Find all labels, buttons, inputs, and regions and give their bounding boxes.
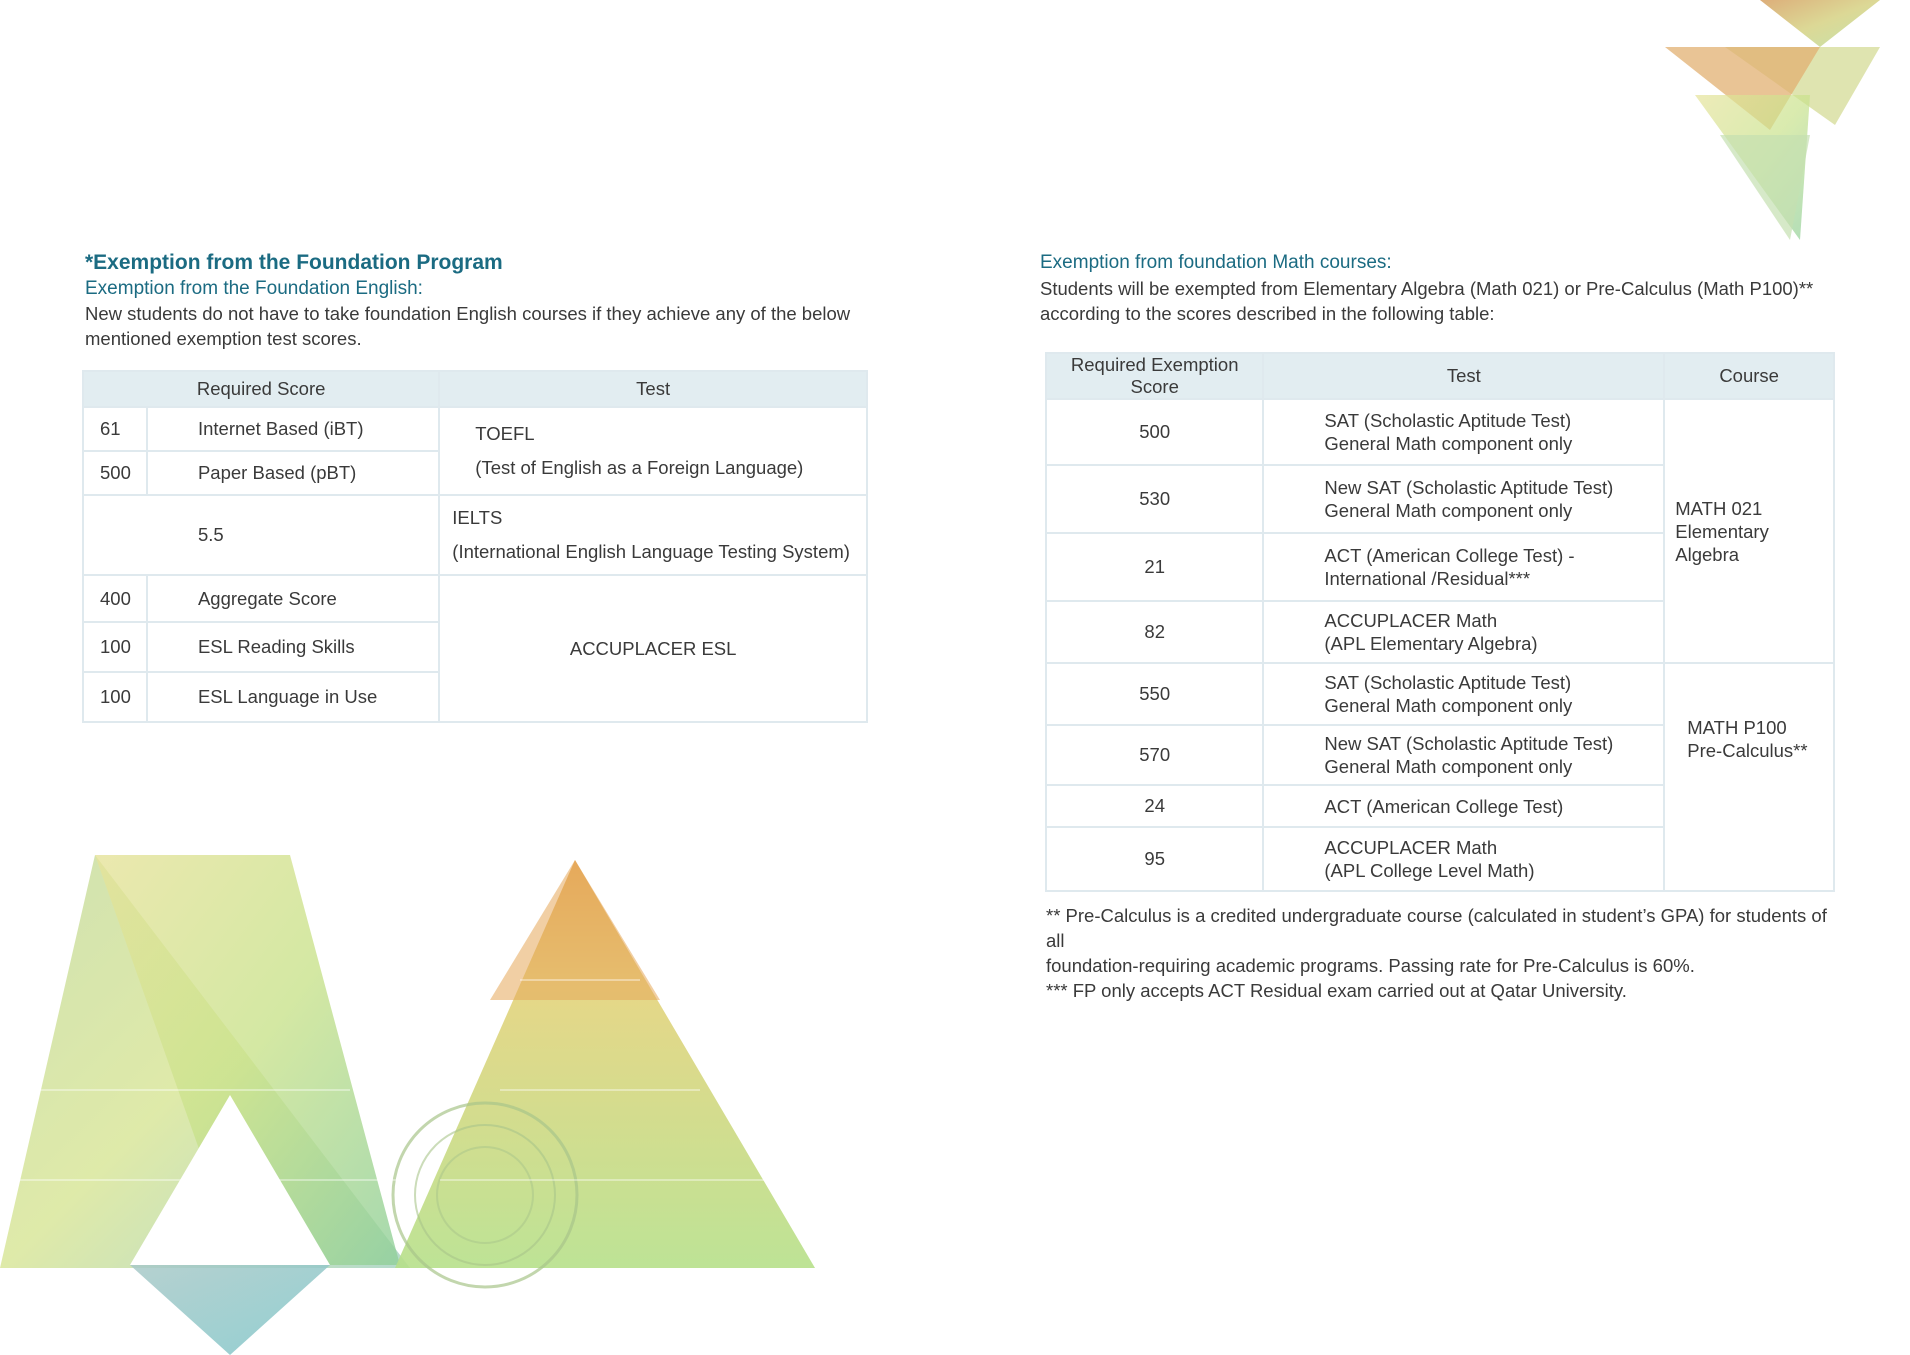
math-intro-line-2: according to the scores described in the following table: xyxy=(1040,303,1495,324)
test-cell xyxy=(1263,399,1664,465)
accuplacer-reading-label: ESL Reading Skills xyxy=(147,622,439,672)
test-cell xyxy=(1263,725,1664,785)
header-test: Test xyxy=(439,371,867,407)
table-row xyxy=(83,495,867,575)
test-detail: General Math component only xyxy=(1324,695,1573,716)
accuplacer-aggregate-score: 400 xyxy=(83,575,147,622)
score-cell: 570 xyxy=(1046,725,1263,785)
ielts-full-name: (International English Language Testing System) xyxy=(452,541,850,562)
test-name: ACT (American College Test) - xyxy=(1324,545,1575,566)
test-name: ACCUPLACER Math xyxy=(1324,837,1498,858)
score-cell: 550 xyxy=(1046,663,1263,725)
ielts-name: IELTS xyxy=(452,507,503,528)
english-exemption-section xyxy=(85,250,875,351)
score-cell: 530 xyxy=(1046,465,1263,533)
english-intro-line-1: New students do not have to take foundation English courses if they achieve any of the below xyxy=(85,303,851,324)
test-detail: (APL College Level Math) xyxy=(1324,860,1535,881)
toefl-name: TOEFL xyxy=(475,423,535,444)
test-name: ACT (American College Test) xyxy=(1324,795,1564,817)
ielts-test-cell xyxy=(439,495,867,575)
footnote-act-residual: *** FP only accepts ACT Residual exam carried out at Qatar University. xyxy=(1046,980,1627,1001)
ielts-score: 5.5 xyxy=(83,495,439,575)
header-required-score: Required Score xyxy=(83,371,439,407)
course-name: Pre-Calculus** xyxy=(1687,740,1808,761)
math-exemption-subtitle: Exemption from foundation Math courses: xyxy=(1040,252,1392,273)
test-detail: (APL Elementary Algebra) xyxy=(1324,633,1538,654)
accuplacer-esl-test: ACCUPLACER ESL xyxy=(439,575,867,722)
test-detail: International /Residual*** xyxy=(1324,568,1531,589)
table-row xyxy=(83,575,867,622)
toefl-pbt-label: Paper Based (pBT) xyxy=(147,451,439,495)
test-cell xyxy=(1263,601,1664,663)
toefl-test-cell xyxy=(439,407,867,495)
course-code: MATH P100 xyxy=(1687,717,1787,738)
math-intro-line-1: Students will be exempted from Elementary Algebra (Math 021) or Pre-Calculus (Math P100)** xyxy=(1040,278,1814,299)
header-required-exemption-score: Required Exemption Score xyxy=(1046,353,1263,399)
score-cell: 21 xyxy=(1046,533,1263,601)
toefl-pbt-score: 500 xyxy=(83,451,147,495)
table-row xyxy=(1046,663,1834,725)
test-name: New SAT (Scholastic Aptitude Test) xyxy=(1324,477,1614,498)
course-math-p100 xyxy=(1664,663,1834,891)
score-cell: 24 xyxy=(1046,785,1263,827)
test-cell xyxy=(1263,533,1664,601)
header-course: Course xyxy=(1664,353,1834,399)
test-detail: General Math component only xyxy=(1324,433,1573,454)
test-name: SAT (Scholastic Aptitude Test) xyxy=(1324,672,1572,693)
table-header-row xyxy=(1046,353,1834,399)
math-exemption-table xyxy=(1045,352,1835,892)
test-name: ACCUPLACER Math xyxy=(1324,610,1498,631)
english-intro-line-2: mentioned exemption test scores. xyxy=(85,328,362,349)
course-code: MATH 021 xyxy=(1675,497,1763,519)
test-detail: General Math component only xyxy=(1324,756,1573,777)
english-exemption-subtitle: Exemption from the Foundation English: xyxy=(85,278,423,299)
test-detail: General Math component only xyxy=(1324,500,1573,521)
test-cell xyxy=(1263,663,1664,725)
table-header-row xyxy=(83,371,867,407)
footnote-precalculus-line-1: ** Pre-Calculus is a credited undergraduate course (calculated in student’s GPA) for students of all xyxy=(1046,905,1827,951)
table-row xyxy=(83,407,867,451)
score-cell: 500 xyxy=(1046,399,1263,465)
table-row xyxy=(1046,399,1834,465)
page-main-title: *Exemption from the Foundation Program xyxy=(85,251,503,274)
test-name: New SAT (Scholastic Aptitude Test) xyxy=(1324,733,1614,754)
test-name: SAT (Scholastic Aptitude Test) xyxy=(1324,410,1572,431)
test-cell xyxy=(1263,465,1664,533)
math-footnotes xyxy=(1046,903,1836,1003)
course-math-021 xyxy=(1664,399,1834,663)
test-cell xyxy=(1263,827,1664,891)
score-cell: 95 xyxy=(1046,827,1263,891)
math-exemption-section xyxy=(1040,250,1840,326)
accuplacer-language-label: ESL Language in Use xyxy=(147,672,439,722)
toefl-ibt-score: 61 xyxy=(83,407,147,451)
test-cell xyxy=(1263,785,1664,827)
accuplacer-aggregate-label: Aggregate Score xyxy=(147,575,439,622)
score-cell: 82 xyxy=(1046,601,1263,663)
accuplacer-language-score: 100 xyxy=(83,672,147,722)
footnote-precalculus-line-2: foundation-requiring academic programs. Passing rate for Pre-Calculus is 60%. xyxy=(1046,955,1695,976)
toefl-full-name: (Test of English as a Foreign Language) xyxy=(475,457,804,478)
header-test: Test xyxy=(1263,353,1664,399)
toefl-ibt-label: Internet Based (iBT) xyxy=(147,407,439,451)
course-name: Elementary Algebra xyxy=(1675,520,1769,565)
accuplacer-reading-score: 100 xyxy=(83,622,147,672)
english-exemption-table xyxy=(82,370,868,723)
